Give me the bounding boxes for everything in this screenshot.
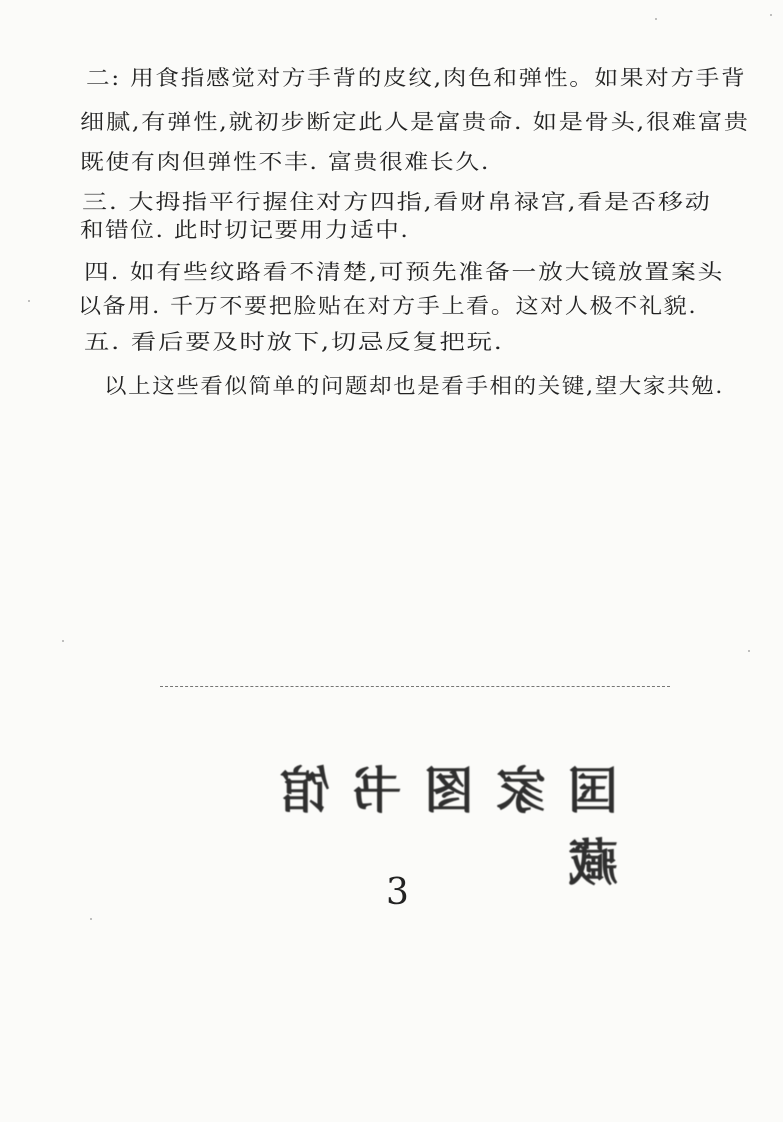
scan-speck (28, 300, 30, 302)
paragraph-two-line-2: 细腻,有弹性,就初步断定此人是富贵命. 如是骨头,很难富贵 (80, 110, 750, 134)
page-number: 3 (386, 872, 409, 913)
scan-speck (748, 650, 750, 652)
scan-speck (655, 18, 657, 20)
paragraph-three-line-2: 和错位. 此时切记要用力适中. (80, 218, 410, 242)
paragraph-four-line-1: 四. 如有些纹路看不清楚,可预先准备一放大镜放置案头 (84, 260, 725, 284)
paragraph-three-line-1: 三. 大拇指平行握住对方四指,看财帛禄宫,看是否移动 (82, 190, 712, 214)
dashed-divider (160, 686, 670, 687)
mirrored-library-stamp (228, 761, 618, 892)
scan-speck (62, 640, 64, 642)
paragraph-four-line-2: 以备用. 千万不要把脸贴在对方手上看。这对人极不礼貌. (78, 294, 698, 318)
scan-speck (90, 918, 92, 920)
paragraph-five-line-1: 五. 看后要及时放下,切忌反复把玩. (84, 330, 504, 354)
paragraph-two-line-3: 既使有肉但弹性不丰. 富贵很难长久. (80, 150, 491, 174)
stamp-text: 国家图书馆藏 (258, 761, 618, 892)
closing-line: 以上这些看似简单的问题却也是看手相的关键,望大家共勉. (104, 374, 724, 398)
paragraph-two-line-1: 二: 用食指感觉对方手背的皮纹,肉色和弹性。如果对方手背 (86, 66, 747, 90)
scan-speck (770, 14, 772, 16)
